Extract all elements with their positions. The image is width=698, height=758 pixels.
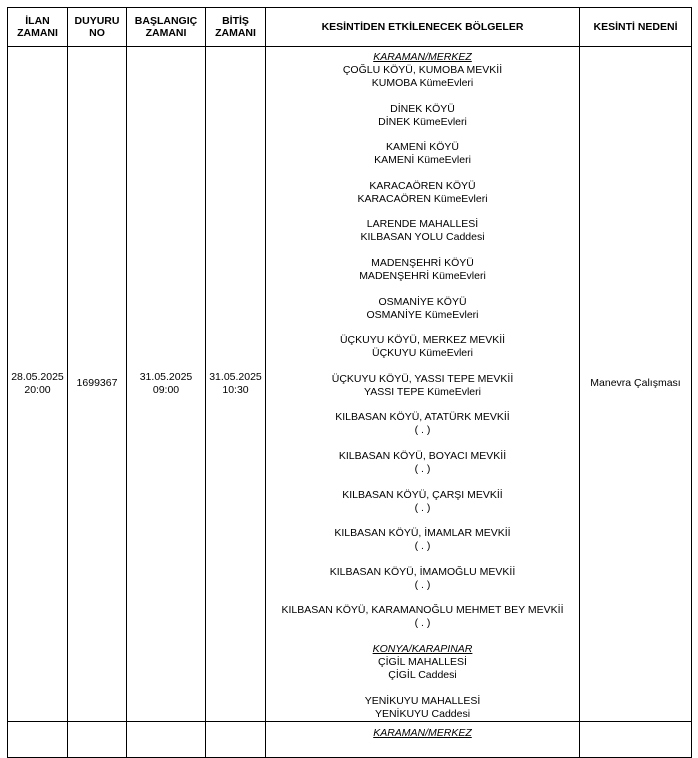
region-detail: ÜÇKUYU KümeEvleri (372, 347, 473, 360)
region-name: KILBASAN KÖYÜ, ATATÜRK MEVKİİ (335, 411, 510, 424)
entry-spacer (266, 360, 579, 373)
group-spacer (266, 630, 579, 643)
outage-reason-cell (580, 721, 692, 757)
region-name: ÜÇKUYU KÖYÜ, YASSI TEPE MEVKİİ (331, 372, 514, 385)
region-name: KILBASAN KÖYÜ, BOYACI MEVKİİ (338, 449, 507, 462)
region-detail: ( . ) (414, 424, 431, 437)
region-name: KILBASAN KÖYÜ, İMAMLAR MEVKİİ (334, 527, 511, 540)
region-name: OSMANİYE KÖYÜ (378, 295, 467, 308)
region-detail: ( . ) (414, 578, 431, 591)
header-duyuru-no: DUYURU NO (68, 8, 127, 47)
entry-spacer (266, 167, 579, 180)
region-entry (266, 489, 579, 515)
announcement-no-cell: 1699367 (68, 47, 127, 722)
entry-spacer (266, 244, 579, 257)
outage-table (7, 7, 692, 758)
region-entry (266, 64, 579, 90)
entry-spacer (266, 437, 579, 450)
region-detail: ( . ) (414, 617, 431, 630)
region-detail: MADENŞEHRİ KümeEvleri (359, 269, 486, 282)
affected-regions-cell (266, 721, 580, 757)
start-time-cell: 31.05.2025 09:00 (127, 47, 206, 722)
region-name: DİNEK KÖYÜ (390, 102, 455, 115)
region-name: KILBASAN KÖYÜ, İMAMOĞLU MEVKİİ (329, 565, 516, 578)
region-detail: YASSI TEPE KümeEvleri (364, 385, 481, 398)
entry-spacer (266, 283, 579, 296)
region-detail: OSMANİYE KümeEvleri (366, 308, 479, 321)
entry-spacer (266, 682, 579, 695)
region-entry (266, 257, 579, 283)
end-time-cell (206, 721, 266, 757)
region-detail: ( . ) (414, 540, 431, 553)
header-row (8, 8, 692, 47)
region-name: LARENDE MAHALLESİ (366, 218, 479, 231)
region-entry (266, 411, 579, 437)
region-name: ÜÇKUYU KÖYÜ, MERKEZ MEVKİİ (339, 334, 506, 347)
entry-spacer (266, 476, 579, 489)
province-label: KONYA/KARAPINAR (372, 642, 473, 655)
region-detail: ÇİGİL Caddesi (388, 668, 457, 681)
entry-spacer (266, 553, 579, 566)
region-name: KAMENİ KÖYÜ (386, 141, 459, 154)
region-name: ÇOĞLU KÖYÜ, KUMOBA MEVKİİ (342, 64, 503, 76)
region-entry (266, 334, 579, 360)
region-detail: YENİKUYU Caddesi (374, 707, 471, 720)
region-entry (266, 450, 579, 476)
region-entry (266, 141, 579, 167)
region-detail: ( . ) (414, 501, 431, 514)
announce-time-cell: 28.05.2025 20:00 (8, 47, 68, 722)
header-bitis-zamani: BİTİŞ ZAMANI (206, 8, 266, 47)
region-entry (266, 296, 579, 322)
affected-regions-cell (266, 47, 580, 722)
region-entry (266, 695, 579, 721)
announcement-no-cell (68, 721, 127, 757)
entry-spacer (266, 90, 579, 103)
region-name: ÇİGİL MAHALLESİ (378, 655, 467, 668)
entry-spacer (266, 322, 579, 335)
table-row (8, 721, 692, 757)
region-detail: KILBASAN YOLU Caddesi (360, 231, 485, 244)
region-name: MADENŞEHRİ KÖYÜ (371, 256, 474, 269)
region-name: YENİKUYU MAHALLESİ (364, 694, 481, 707)
region-entry (266, 566, 579, 592)
region-name: KILBASAN KÖYÜ, KARAMANOĞLU MEHMET BEY MEVKİİ (281, 604, 564, 617)
region-name: KARACAÖREN KÖYÜ (369, 179, 476, 192)
region-name: KILBASAN KÖYÜ, ÇARŞI MEVKİİ (342, 488, 503, 501)
region-entry (266, 180, 579, 206)
end-time-cell: 31.05.2025 10:30 (206, 47, 266, 722)
header-baslangic-zamani: BAŞLANGIÇ ZAMANI (127, 8, 206, 47)
region-detail: DİNEK KümeEvleri (378, 115, 467, 128)
region-entry (266, 527, 579, 553)
region-entry (266, 656, 579, 682)
province-label: KARAMAN/MERKEZ (373, 726, 472, 739)
region-entry (266, 218, 579, 244)
entry-spacer (266, 515, 579, 528)
start-time-cell (127, 721, 206, 757)
entry-spacer (266, 399, 579, 412)
region-detail: KUMOBA KümeEvleri (371, 77, 474, 89)
region-detail: KARACAÖREN KümeEvleri (357, 192, 488, 205)
table-row (8, 47, 692, 722)
province-label: KARAMAN/MERKEZ (373, 51, 472, 63)
header-ilan-zamani: İLAN ZAMANI (8, 8, 68, 47)
header-outage-reason: KESİNTİ NEDENİ (580, 8, 692, 47)
region-detail: KAMENİ KümeEvleri (374, 154, 471, 167)
region-entry (266, 373, 579, 399)
region-detail: ( . ) (414, 462, 431, 475)
region-entry (266, 103, 579, 129)
entry-spacer (266, 592, 579, 605)
region-entry (266, 604, 579, 630)
outage-reason-cell: Manevra Çalışması (580, 47, 692, 722)
entry-spacer (266, 129, 579, 142)
header-affected-regions: KESİNTİDEN ETKİLENECEK BÖLGELER (266, 8, 580, 47)
entry-spacer (266, 206, 579, 219)
announce-time-cell (8, 721, 68, 757)
